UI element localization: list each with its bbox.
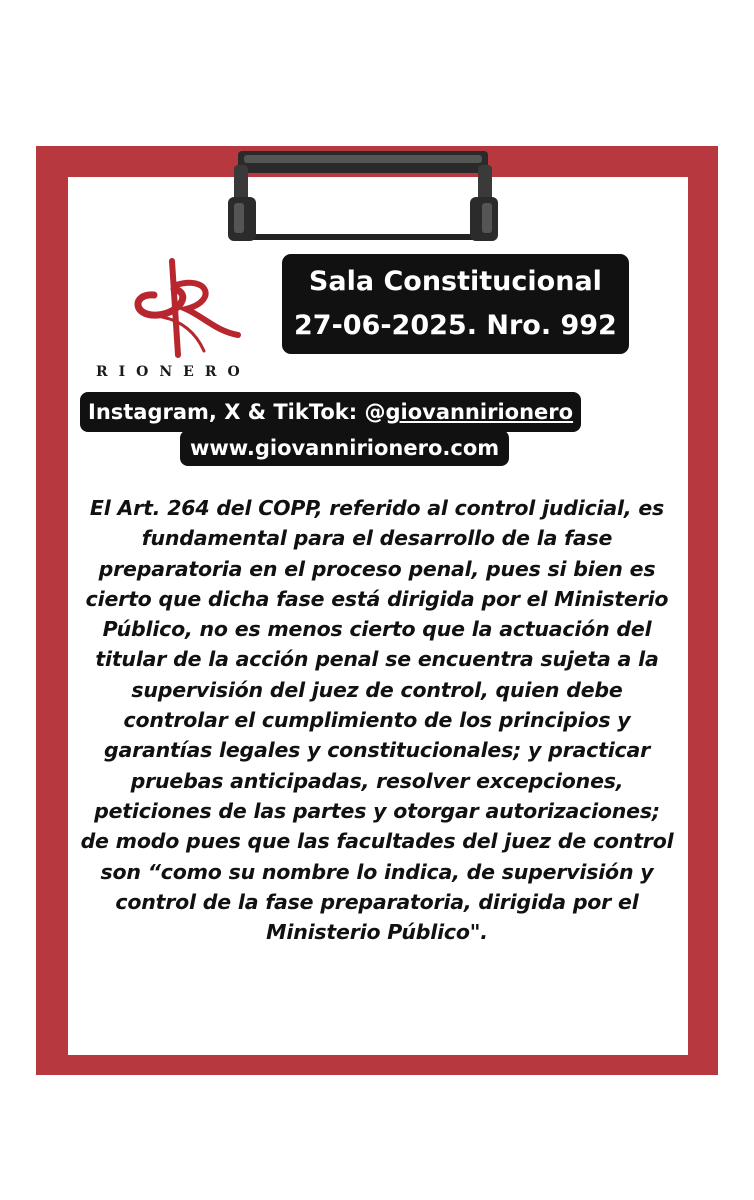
social-prefix: Instagram, X & TikTok: — [88, 400, 365, 424]
website-link[interactable]: www.giovannirionero.com — [180, 430, 509, 466]
title-line-1: Sala Constitucional — [308, 266, 602, 297]
social-handles-label — [80, 392, 581, 432]
logo-wordmark: RIONERO — [96, 364, 251, 380]
title-label — [282, 254, 629, 354]
threads-icon: @ — [364, 400, 386, 424]
social-handle-link[interactable]: giovannirionero — [385, 400, 574, 424]
quote-body: El Art. 264 del COPP, referido al control judicial, es fundamental para el desarrollo de la fase preparatoria en el proceso penal, pues si bien es cierto que dicha fase está dirigida por el Ministerio Público, no es menos cierto que la actuación del titular de la acción penal se encuentra sujeta a la supervisión del juez de control, quien debe controlar el cumplimiento de los principios y garantías legales y constitucionales; y practicar pruebas anticipadas, resolver excepciones, peticiones de las partes y otorgar autorizaciones; de modo pues que las facultades del juez de control son “como su nombre lo indica, de supervisión y control de la fase preparatoria, dirigida por el Ministerio Público". — [80, 496, 674, 945]
title-line-2: 27-06-2025. Nro. 992 — [294, 310, 617, 341]
clipboard-clip-icon — [200, 151, 530, 251]
